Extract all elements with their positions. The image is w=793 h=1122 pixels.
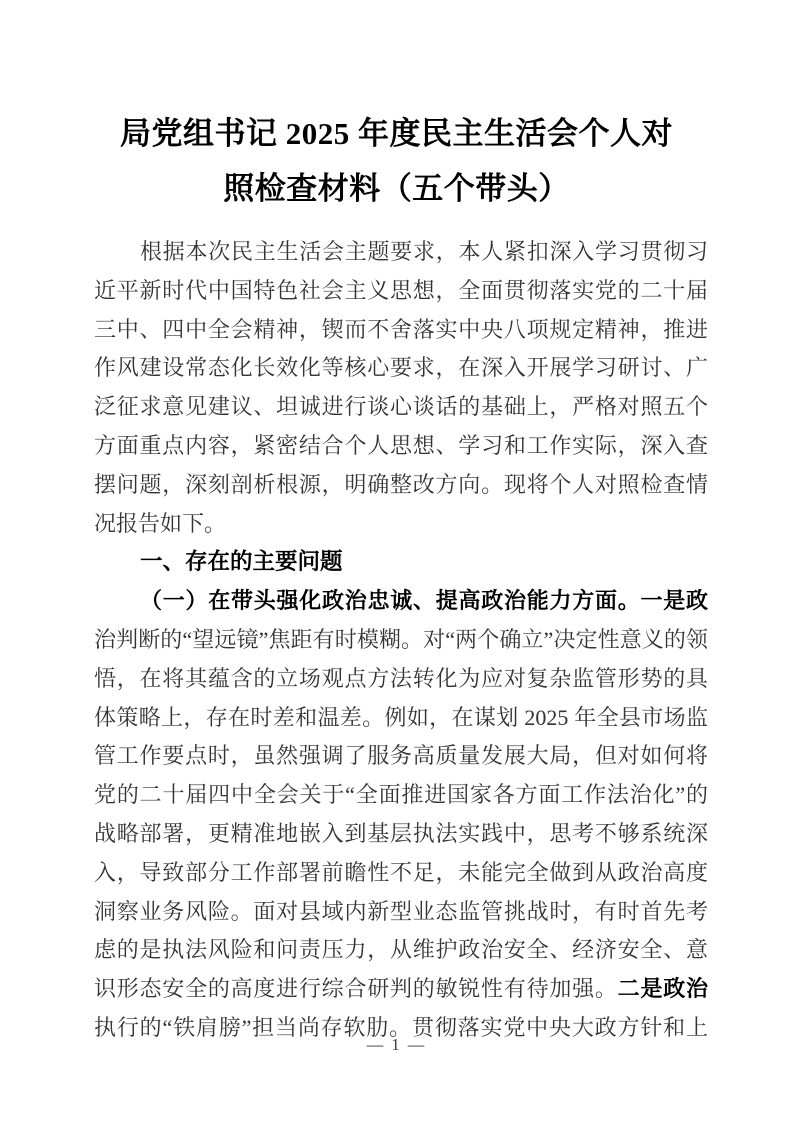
intro-paragraph-line [94,427,708,466]
bold-text-segment: （一）在带头强化政治忠诚、提高政治能力方面。一是政 [140,588,708,614]
intro-paragraph-line [94,272,708,311]
section-1-paragraph-line [94,931,708,970]
text-segment: 执行的“铁肩膀”担当尚存软肋。贯彻落实党中央大政方针和上 [94,1014,708,1040]
intro-paragraph-line [94,349,708,388]
intro-paragraph-line [94,233,708,272]
text-segment: 悟，在将其蕴含的立场观点方法转化为应对复杂监管形势的具 [94,665,708,691]
intro-paragraph-line [94,388,708,427]
intro-paragraph-line [94,466,708,505]
text-segment: 方面重点内容，紧密结合个人思想、学习和工作实际，深入查 [94,432,708,458]
text-segment: 近平新时代中国特色社会主义思想，全面贯彻落实党的二十届 [94,277,708,303]
document-title [70,106,723,216]
section-1-paragraph-line [94,582,708,621]
section-1-paragraph-line [94,699,708,738]
text-segment: 战略部署，更精准地嵌入到基层执法实践中，思考不够系统深 [94,820,708,846]
text-segment: 三中、四中全会精神，锲而不舍落实中央八项规定精神，推进 [94,316,708,342]
text-segment: 识形态安全的高度进行综合研判的敏锐性有待加强。 [94,976,618,1002]
section-1-paragraph-line [94,970,708,1009]
text-segment: 体策略上，存在时差和温差。例如，在谋划 2025 年全县市场监 [94,704,708,730]
section-1-paragraph-line [94,660,708,699]
section-1-paragraph-line [94,893,708,932]
text-segment: 根据本次民主生活会主题要求，本人紧扣深入学习贯彻习 [140,239,708,264]
section-heading-1-line [94,543,708,582]
text-segment: 况报告如下。 [94,510,227,536]
bold-text-segment: 二是政治 [617,976,708,1002]
text-segment: 治判断的“望远镜”焦距有时模糊。对“两个确立”决定性意义的领 [94,626,708,652]
text-segment: 作风建设常态化长效化等核心要求，在深入开展学习研讨、广 [94,355,708,381]
text-segment: 入，导致部分工作部署前瞻性不足，未能完全做到从政治高度 [94,859,708,885]
text-segment: 摆问题，深刻剖析根源，明确整改方向。现将个人对照检查情 [94,471,708,497]
section-1-paragraph-line [94,815,708,854]
section-1-paragraph-line [94,737,708,776]
intro-paragraph-line [94,505,708,544]
title-line-2: 照检查材料（五个带头） [223,171,570,206]
text-segment: 虑的是执法风险和问责压力，从维护政治安全、经济安全、意 [94,937,708,963]
text-segment: 党的二十届四中全会关于“全面推进国家各方面工作法治化”的 [94,782,708,808]
text-segment: 洞察业务风险。面对县域内新型业态监管挑战时，有时首先考 [94,898,708,924]
text-segment: 管工作要点时，虽然强调了服务高质量发展大局，但对如何将 [94,743,708,769]
section-1-paragraph-line [94,776,708,815]
section-1-paragraph-line [94,854,708,893]
page-footer [0,1033,793,1057]
text-segment: 泛征求意见建议、坦诚进行谈心谈话的基础上，严格对照五个 [94,394,708,420]
document-body [94,233,708,1048]
page-number: — 1 — [366,1035,427,1054]
bold-text-segment: 一、存在的主要问题 [140,549,343,575]
intro-paragraph-line [94,311,708,350]
title-line-1: 局党组书记 2025 年度民主生活会个人对 [120,116,673,151]
section-1-paragraph-line [94,621,708,660]
